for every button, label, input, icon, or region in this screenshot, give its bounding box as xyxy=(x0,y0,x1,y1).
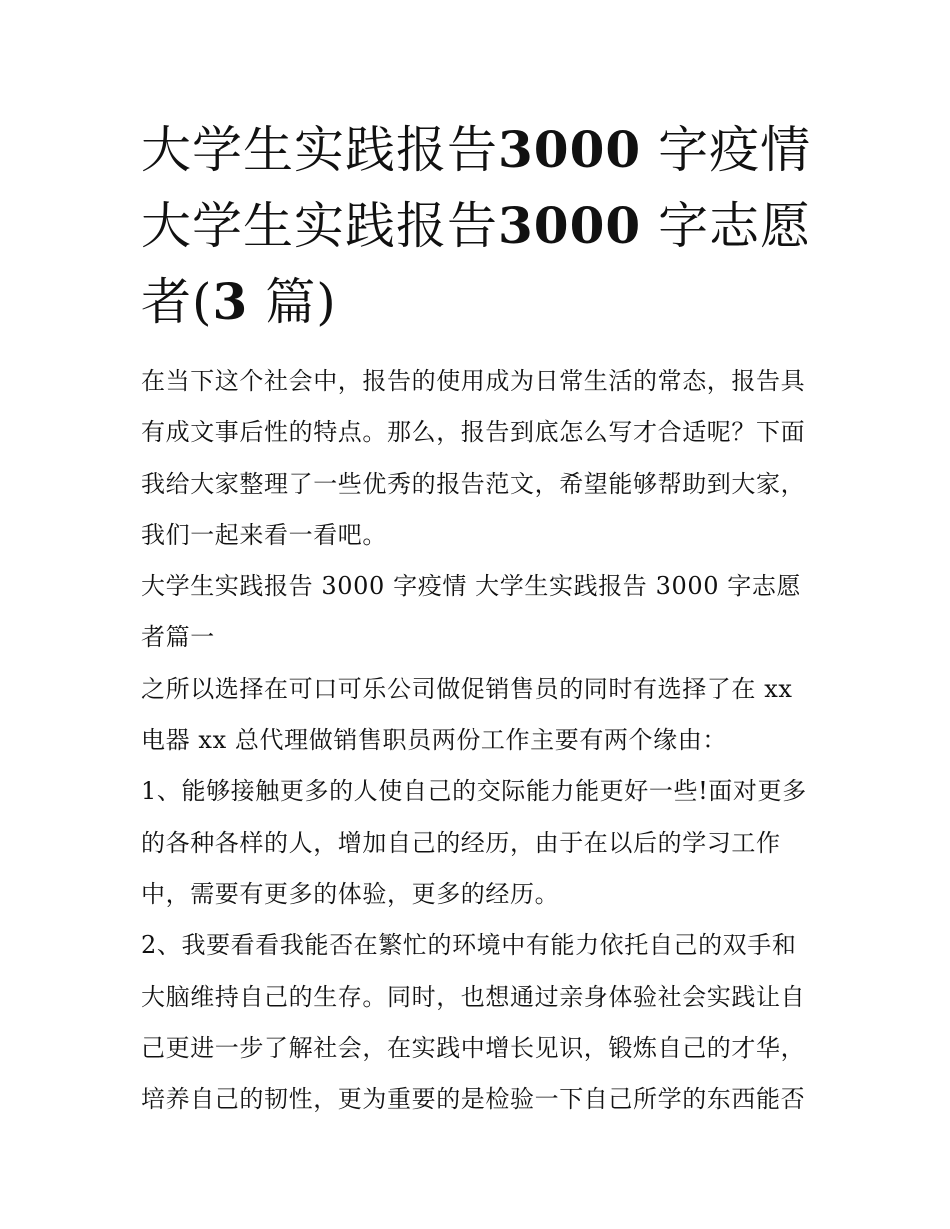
title-text: 字疫情大学生实践报告 xyxy=(141,121,812,255)
intro-paragraph: 在当下这个社会中，报告的使用成为日常生活的常态，报告具有成文事后性的特点。那么，报告到底怎么写才合适呢？下面我给大家整理了一些优秀的报告范文，希望能够帮助到大家，我们一起来看一看吧。 xyxy=(141,367,806,549)
body-paragraph: 之所以选择在可口可乐公司做促销售员的同时有选择了在 xx 电器 xx 总代理做销售职员两份工作主要有两个缘由： xyxy=(141,674,793,755)
list-item-2: 2、我要看看我能否在繁忙的环境中有能力依托自己的双手和大脑维持自己的生存。同时，也想通过亲身体验社会实践让自己更进一步了解社会，在实践中增长见识，锻炼自己的才华，培养自己的韧性，更为重要的是检验一下自己所学的东西能否 xyxy=(141,931,806,1114)
section-heading: 大学生实践报告 3000 字疫情 大学生实践报告 3000 字志愿者篇一 xyxy=(141,572,802,652)
title-number: 3000 xyxy=(498,196,642,255)
document-title xyxy=(141,112,821,340)
document-body xyxy=(141,356,821,1125)
list-item-1: 1、能够接触更多的人使自己的交际能力能更好一些!面对更多的各种各样的人，增加自己的经历，由于在以后的学习工作中，需要有更多的体验，更多的经历。 xyxy=(141,777,807,908)
title-number: 3 xyxy=(212,272,249,331)
document-content xyxy=(141,112,821,1125)
title-text: 字志愿者( xyxy=(141,197,812,331)
title-number: 3000 xyxy=(498,120,642,179)
title-text: 篇) xyxy=(248,273,337,331)
title-text: 大学生实践报告 xyxy=(141,121,498,179)
